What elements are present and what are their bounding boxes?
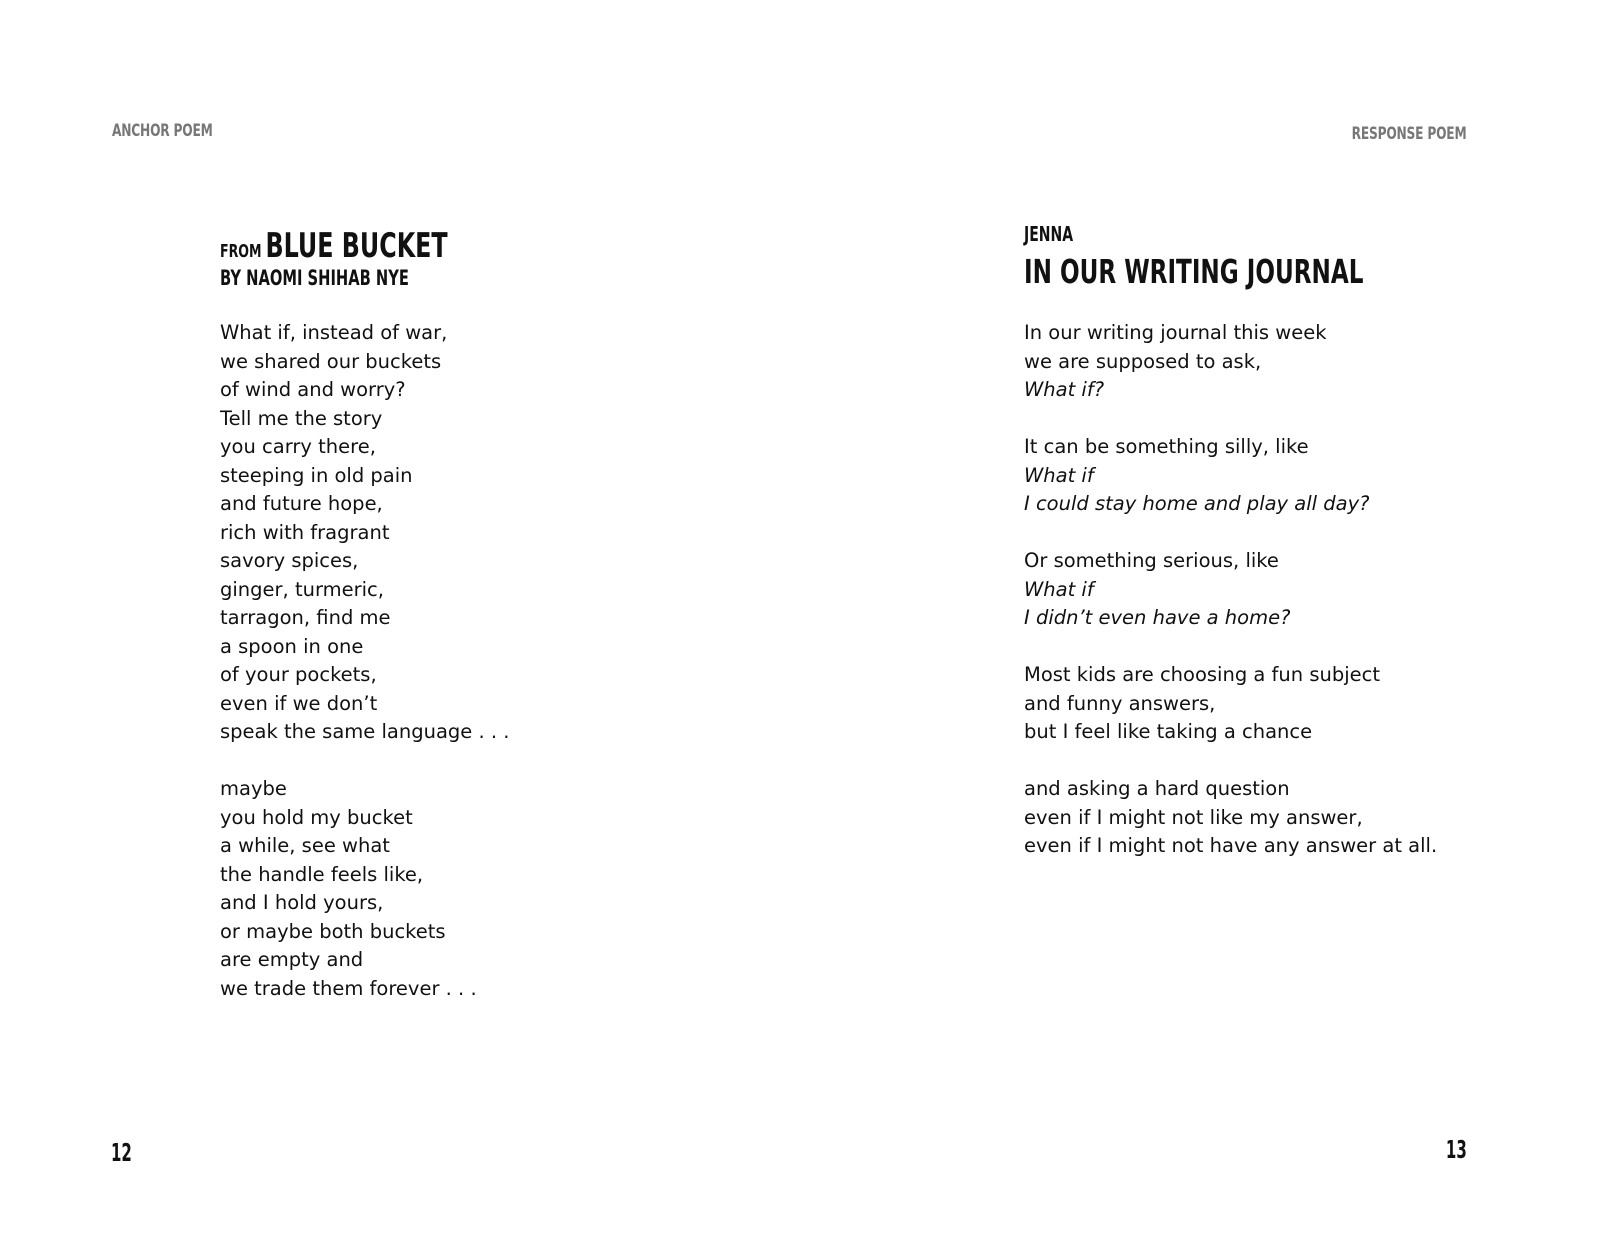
poem-line: I didn’t even have a home? (1024, 606, 1291, 629)
poem-line: savory spices, (220, 549, 359, 572)
poem-line: even if I might not have any answer at all. (1024, 834, 1438, 857)
poem-line: even if I might not like my answer, (1024, 805, 1363, 829)
poem-line: maybe (220, 777, 287, 800)
poem-line: In our writing journal this week (1024, 321, 1327, 344)
poem-line: and future hope, (220, 492, 383, 515)
poem-line: we trade them forever . . . (220, 976, 477, 1000)
poem-line: and asking a hard question (1024, 777, 1290, 800)
poem-line: of wind and worry? (220, 378, 406, 401)
poem-line: Tell me the story (220, 406, 383, 430)
poem-line: a spoon in one (220, 634, 364, 658)
poem-line: rich with fragrant (220, 520, 390, 544)
stanza (1024, 433, 1437, 519)
response-poem-body (1024, 319, 1437, 861)
poem-line: we are supposed to ask, (1024, 349, 1262, 373)
poem-line: speak the same language . . . (220, 720, 510, 743)
poem-line: I could stay home and play all day? (1024, 492, 1370, 515)
poem-line: What if, instead of war, (220, 321, 448, 344)
poem-line: we shared our buckets (220, 349, 442, 373)
page-number-right: 13 (1446, 1135, 1467, 1164)
poem-title: IN OUR WRITING JOURNAL (1024, 252, 1364, 291)
poem-line: even if we don’t (220, 691, 378, 715)
poem-line: the handle feels like, (220, 862, 424, 886)
response-poem-heading (1024, 222, 1509, 296)
stanza (1024, 319, 1437, 405)
poem-line: steeping in old pain (220, 463, 413, 487)
poem-line: and funny answers, (1024, 691, 1216, 715)
poem-line: What if (1024, 577, 1094, 601)
poem-line: tarragon, find me (220, 606, 391, 629)
poem-line: or maybe both buckets (220, 919, 446, 943)
poem-byline: BY NAOMI SHIHAB NYE (220, 266, 409, 290)
poem-line: What if (1024, 463, 1094, 487)
anchor-poem-heading (220, 226, 545, 296)
running-head-anchor-poem: ANCHOR POEM (112, 121, 213, 141)
poem-line: but I feel like taking a chance (1024, 720, 1313, 743)
running-head-response-poem: RESPONSE POEM (1351, 124, 1466, 144)
poem-line: are empty and (220, 948, 364, 971)
title-prefix: FROM (220, 241, 262, 262)
poem-line: a while, see what (220, 834, 390, 857)
page-number-left: 12 (111, 1138, 132, 1167)
stanza (220, 775, 509, 1003)
poem-line: Or something serious, like (1024, 549, 1279, 572)
poem-line: What if? (1024, 378, 1105, 401)
poem-title (220, 226, 448, 266)
poem-line: of your pockets, (220, 663, 377, 686)
poem-line: It can be something silly, like (1024, 435, 1309, 458)
stanza (220, 319, 509, 747)
stanza (1024, 547, 1437, 633)
poem-line: ginger, turmeric, (220, 577, 384, 601)
poem-line: you hold my bucket (220, 805, 413, 829)
poet-name: JENNA (1024, 222, 1074, 246)
poem-line: and I hold yours, (220, 891, 384, 914)
poem-line: Most kids are choosing a fun subject (1024, 663, 1380, 686)
poem-title-text: BLUE BUCKET (265, 226, 448, 266)
stanza (1024, 661, 1437, 747)
anchor-poem-body (220, 319, 509, 1003)
poem-line: you carry there, (220, 435, 376, 458)
right-page (800, 0, 1600, 1238)
stanza (1024, 775, 1437, 861)
